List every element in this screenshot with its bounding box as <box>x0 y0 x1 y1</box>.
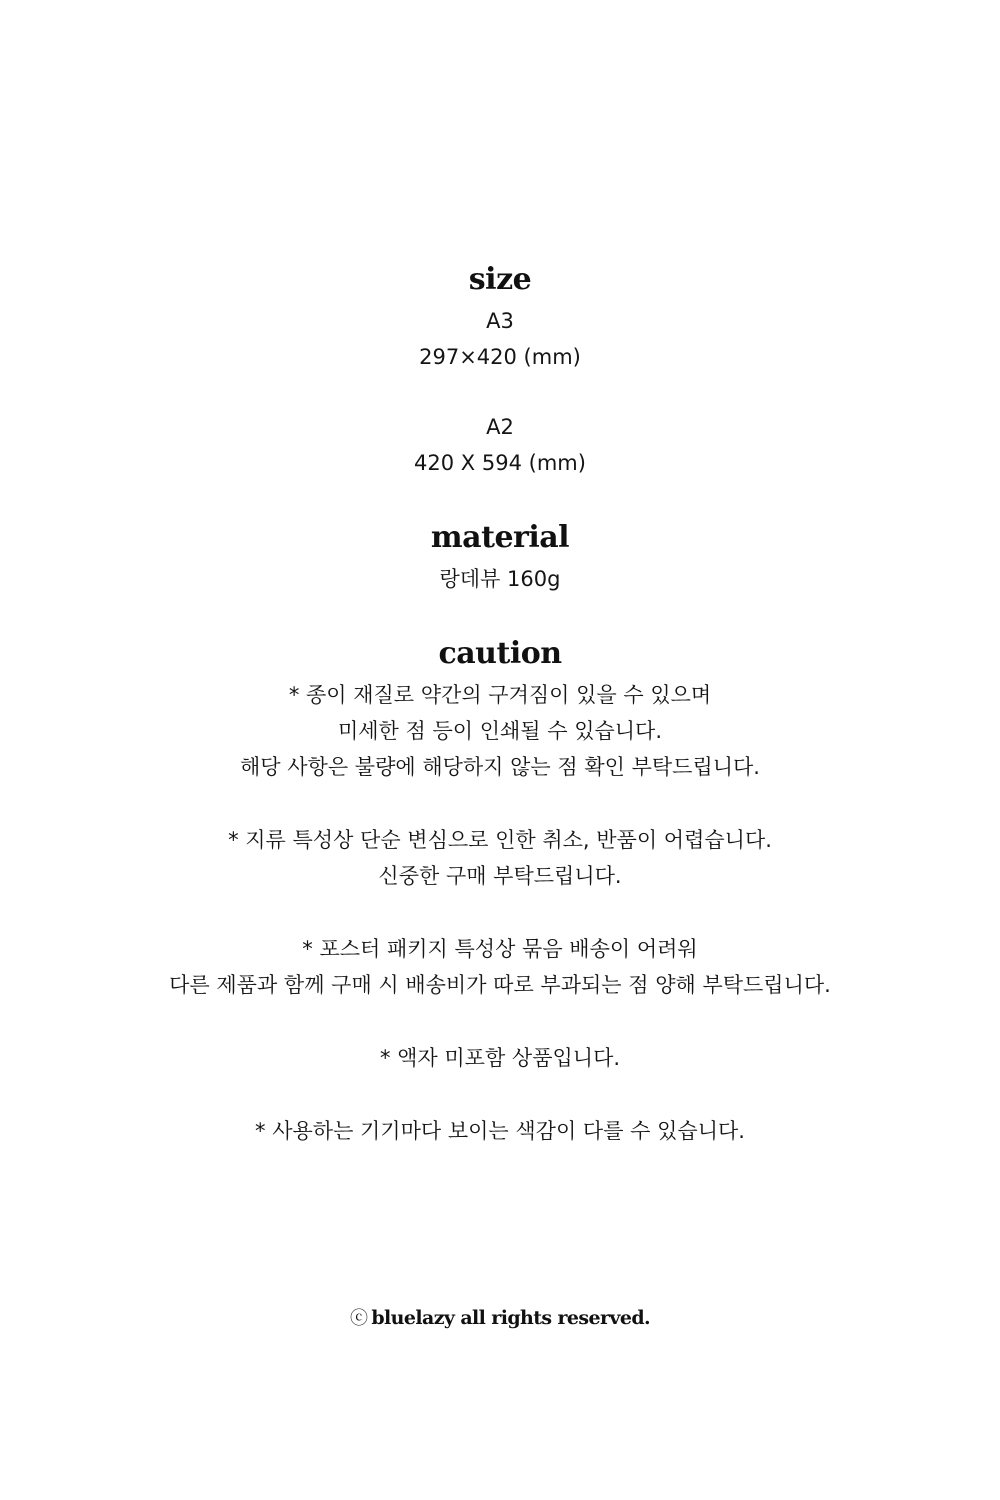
caution-line-9: * 사용하는 기기마다 보이는 색감이 다를 수 있습니다. <box>255 1119 745 1143</box>
caution-line-6: * 포스터 패키지 특성상 묶음 배송이 어려워 <box>302 937 698 961</box>
size-a3-dimensions: 297×420 (mm) <box>419 345 581 369</box>
copyright-footer <box>0 1304 1000 1333</box>
caution-line-2: 미세한 점 등이 인쇄될 수 있습니다. <box>337 719 663 743</box>
caution-line-5: 신중한 구매 부탁드립니다. <box>378 864 622 888</box>
size-a2-label: A2 <box>486 415 514 439</box>
copyright-icon: ⓒ <box>349 1308 368 1329</box>
caution-line-1: * 종이 재질로 약간의 구겨짐이 있을 수 있으며 <box>288 683 712 707</box>
caution-heading: caution <box>438 636 562 671</box>
size-a2-dimensions: 420 X 594 (mm) <box>414 451 586 475</box>
size-a3-label: A3 <box>486 309 514 333</box>
material-paper: 랑데뷰 160g <box>439 567 561 591</box>
size-heading: size <box>468 262 532 297</box>
caution-line-7: 다른 제품과 함께 구매 시 배송비가 따로 부과되는 점 양해 부탁드립니다. <box>169 973 831 997</box>
copyright-text: bluelazy all rights reserved. <box>371 1307 651 1329</box>
material-heading: material <box>430 520 570 555</box>
caution-line-4: * 지류 특성상 단순 변심으로 인한 취소, 반품이 어렵습니다. <box>228 828 772 852</box>
caution-line-8: * 액자 미포함 상품입니다. <box>379 1046 621 1070</box>
caution-line-3: 해당 사항은 불량에 해당하지 않는 점 확인 부탁드립니다. <box>240 755 760 779</box>
